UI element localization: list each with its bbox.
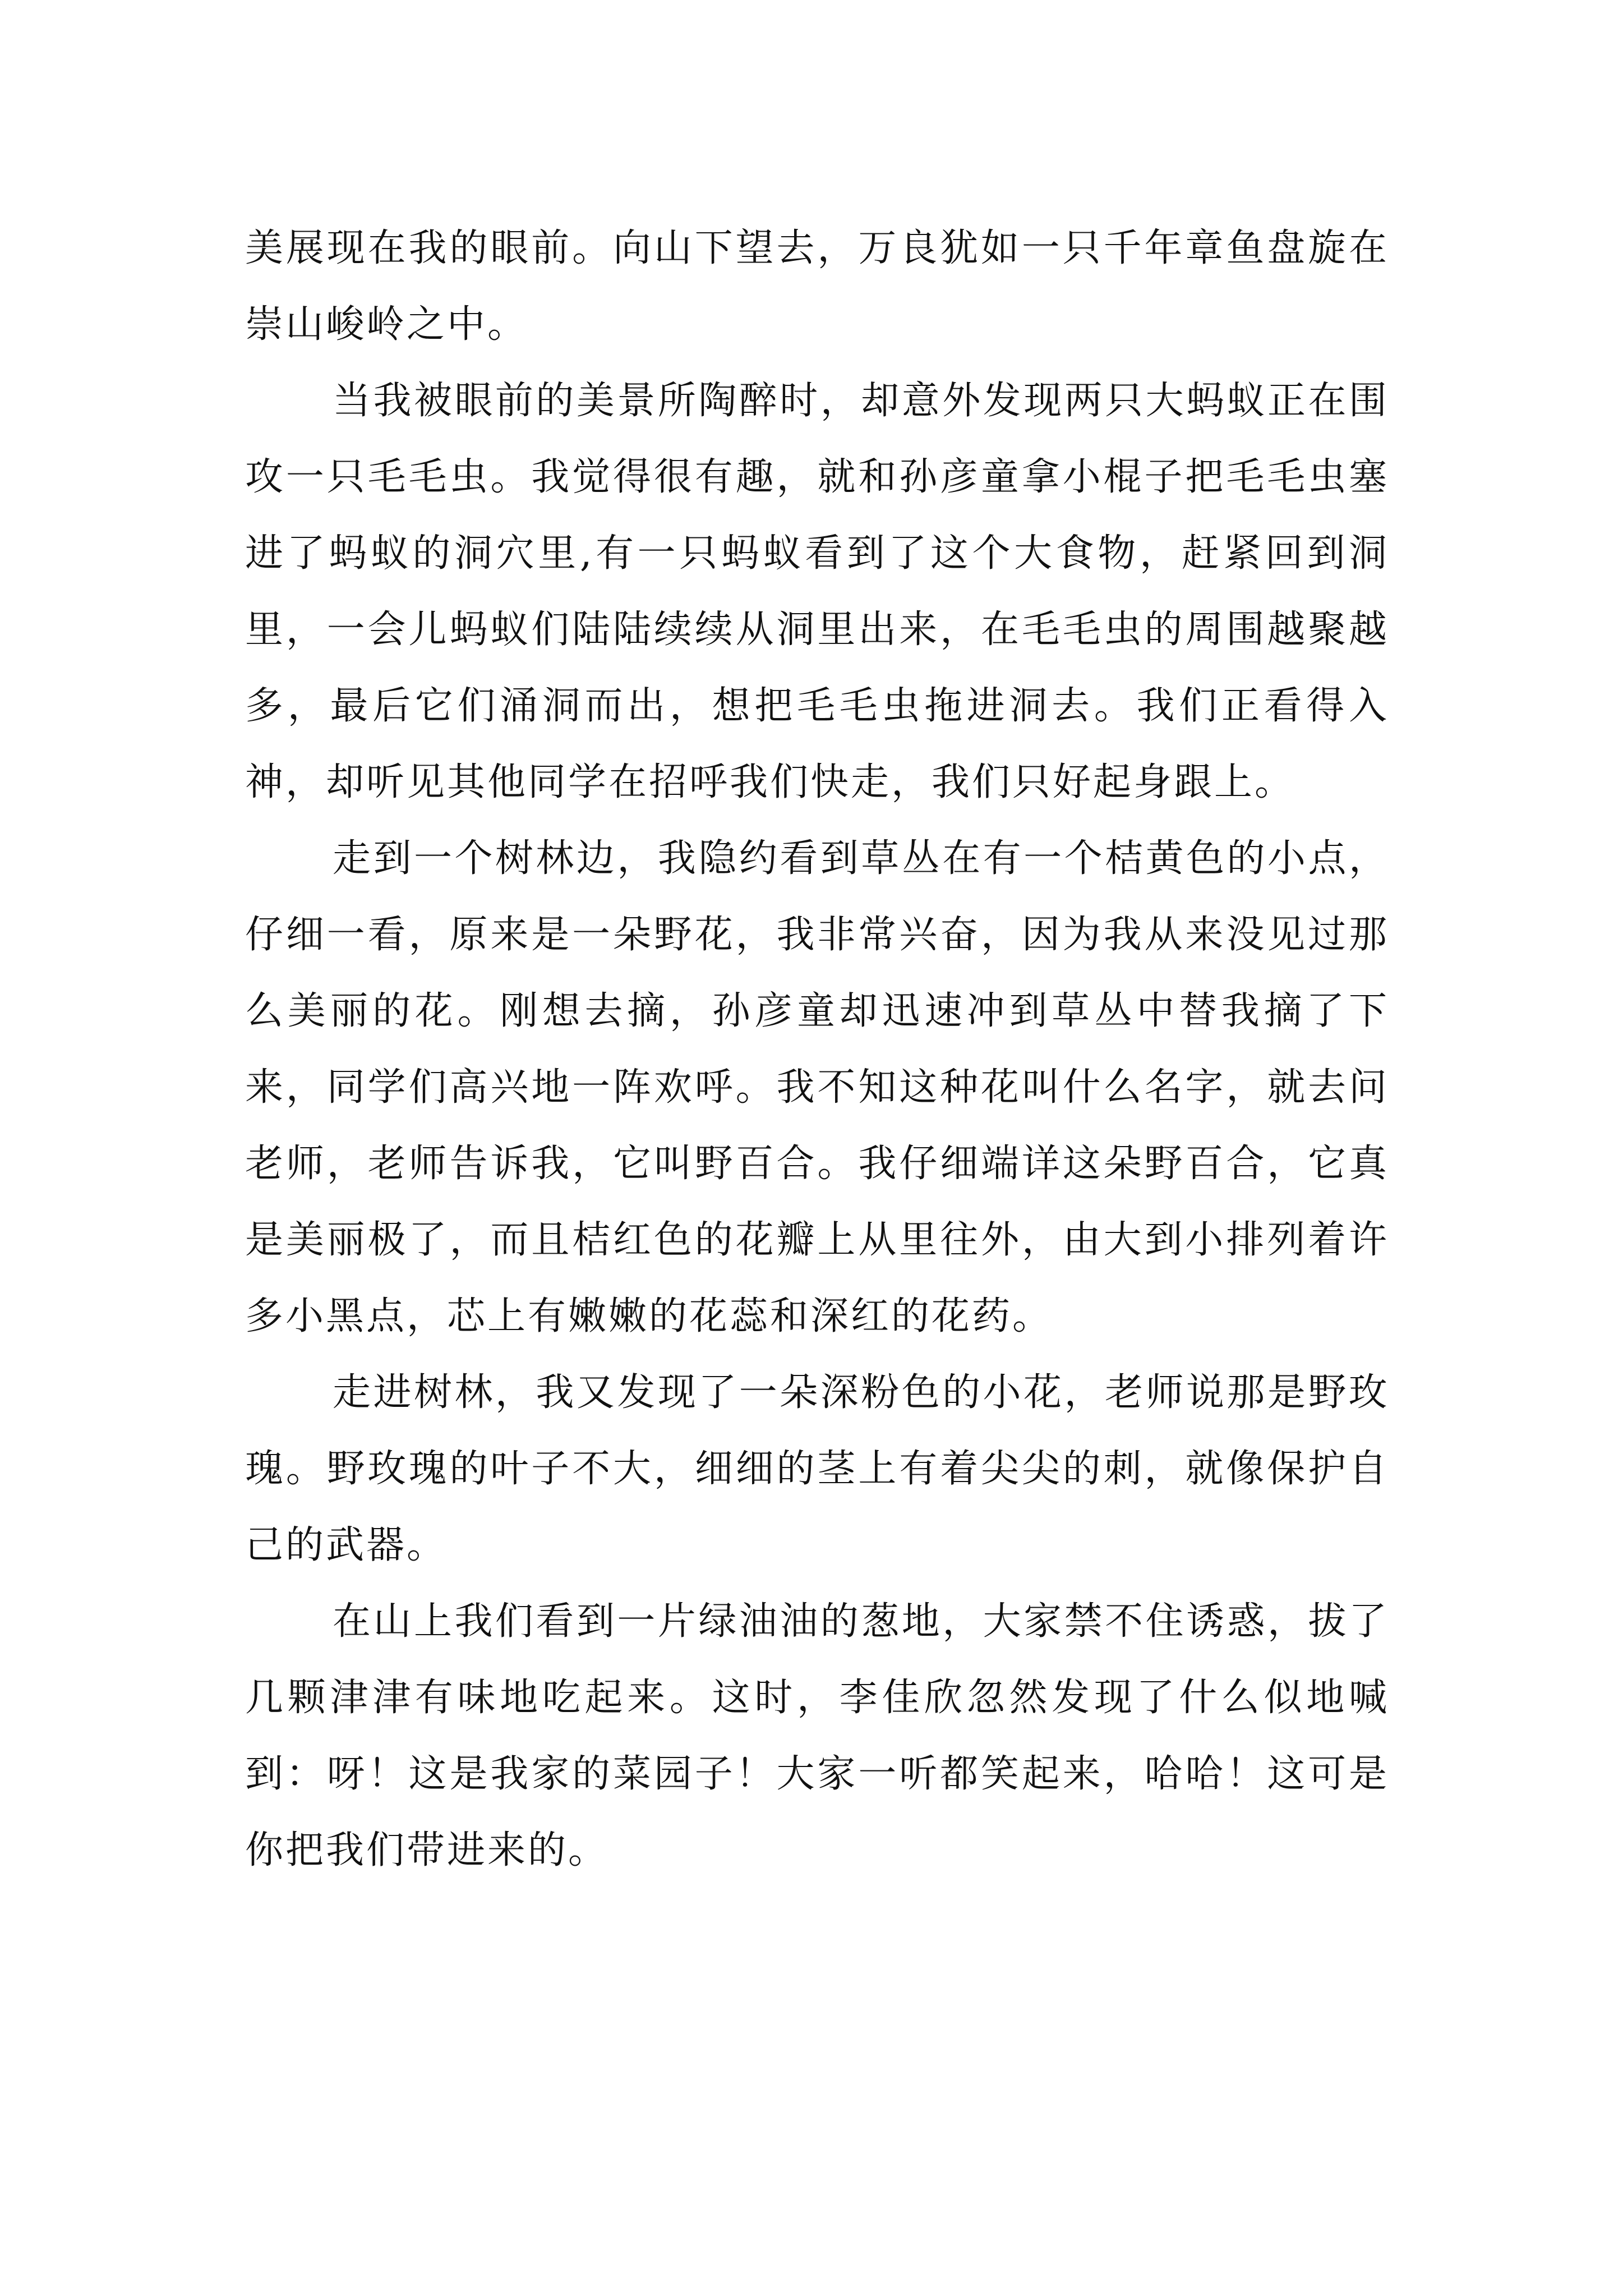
document-body [245, 210, 1389, 1889]
paragraph-3: 走到一个树林边，我隐约看到草丛在有一个桔黄色的小点，仔细一看，原来是一朵野花，我非常兴奋，因为我从来没见过那么美丽的花。刚想去摘，孙彦童却迅速冲到草丛中替我摘了下来，同学们高兴地一阵欢呼。我不知这种花叫什么名字，就去问老师，老师告诉我，它叫野百合。我仔细端详这朵野百合，它真是美丽极了，而且桔红色的花瓣上从里往外，由大到小排列着许多小黑点，芯上有嫩嫩的花蕊和深红的花药。 [245, 836, 1389, 1338]
paragraph-4: 走进树林，我又发现了一朵深粉色的小花，老师说那是野玫瑰。野玫瑰的叶子不大，细细的茎上有着尖尖的刺，就像保护自己的武器。 [245, 1370, 1389, 1567]
paragraph-1: 美展现在我的眼前。向山下望去，万良犹如一只千年章鱼盘旋在崇山峻岭之中。 [245, 226, 1389, 347]
paragraph-2: 当我被眼前的美景所陶醉时，却意外发现两只大蚂蚁正在围攻一只毛毛虫。我觉得很有趣，就和孙彦童拿小棍子把毛毛虫塞进了蚂蚁的洞穴里,有一只蚂蚁看到了这个大食物，赶紧回到洞里，一会儿蚂蚁们陆陆续续从洞里出来，在毛毛虫的周围越聚越多，最后它们涌洞而出，想把毛毛虫拖进洞去。我们正看得入神，却听见其他同学在招呼我们快走，我们只好起身跟上。 [245, 379, 1389, 804]
paragraph-5: 在山上我们看到一片绿油油的葱地，大家禁不住诱惑，拔了几颗津津有味地吃起来。这时，李佳欣忽然发现了什么似地喊到：呀！这是我家的菜园子！大家一听都笑起来，哈哈！这可是你把我们带进来的。 [245, 1599, 1389, 1872]
